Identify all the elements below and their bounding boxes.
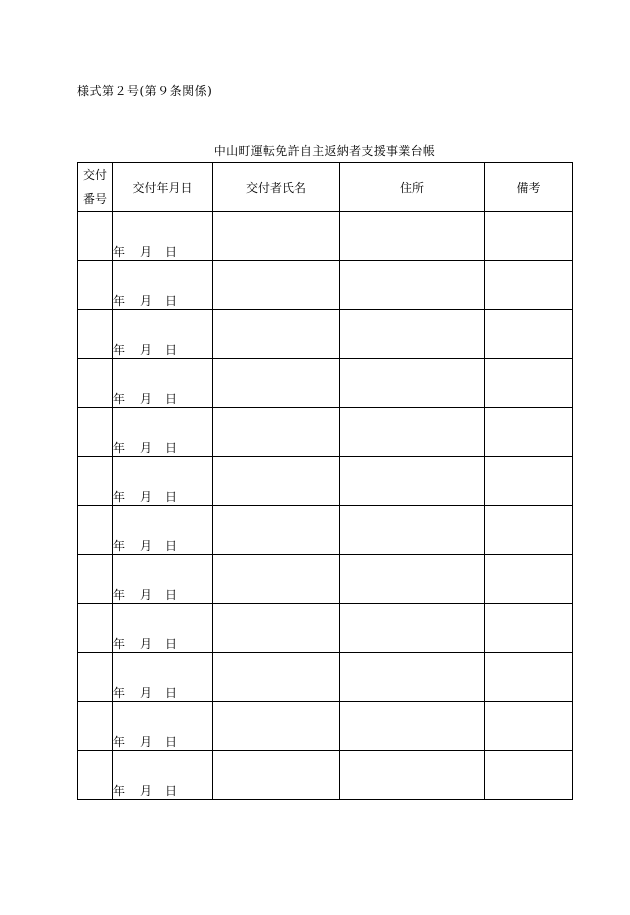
document-title: 中山町運転免許自主返納者支援事業台帳 <box>213 144 436 158</box>
address-cell <box>340 261 485 310</box>
issue-date-cell <box>113 702 213 751</box>
date-year-label: 年 <box>113 490 126 504</box>
issue-number-cell <box>78 261 113 310</box>
date-day-label: 日 <box>165 294 178 308</box>
issue-number-cell <box>78 751 113 800</box>
issue-date-cell <box>113 457 213 506</box>
date-year-label: 年 <box>113 343 126 357</box>
address-cell <box>340 653 485 702</box>
issue-number-cell <box>78 653 113 702</box>
form-reference: 様式第２号(第９条関係) <box>77 84 213 98</box>
issue-date-cell <box>113 604 213 653</box>
table-row <box>78 212 573 261</box>
header-remarks: 備考 <box>485 163 573 212</box>
date-day-label: 日 <box>165 245 178 259</box>
date-day-label: 日 <box>165 392 178 406</box>
issue-number-cell <box>78 408 113 457</box>
remarks-cell <box>485 310 573 359</box>
recipient-name-cell <box>213 310 340 359</box>
recipient-name-cell <box>213 653 340 702</box>
table-row <box>78 604 573 653</box>
issue-date-cell <box>113 506 213 555</box>
date-month-label: 月 <box>140 539 153 553</box>
address-cell <box>340 604 485 653</box>
remarks-cell <box>485 702 573 751</box>
issue-number-cell <box>78 310 113 359</box>
date-day-label: 日 <box>165 784 178 798</box>
remarks-cell <box>485 457 573 506</box>
issue-number-cell <box>78 506 113 555</box>
header-issue-number <box>78 163 113 212</box>
date-day-label: 日 <box>165 588 178 602</box>
recipient-name-cell <box>213 751 340 800</box>
recipient-name-cell <box>213 359 340 408</box>
date-month-label: 月 <box>140 735 153 749</box>
remarks-cell <box>485 506 573 555</box>
date-day-label: 日 <box>165 490 178 504</box>
address-cell <box>340 457 485 506</box>
table-row <box>78 408 573 457</box>
recipient-name-cell <box>213 506 340 555</box>
recipient-name-cell <box>213 702 340 751</box>
remarks-cell <box>485 408 573 457</box>
address-cell <box>340 359 485 408</box>
date-year-label: 年 <box>113 735 126 749</box>
date-month-label: 月 <box>140 784 153 798</box>
remarks-cell <box>485 212 573 261</box>
remarks-cell <box>485 261 573 310</box>
date-month-label: 月 <box>140 637 153 651</box>
issue-number-cell <box>78 604 113 653</box>
address-cell <box>340 506 485 555</box>
issue-number-cell <box>78 457 113 506</box>
date-month-label: 月 <box>140 441 153 455</box>
date-year-label: 年 <box>113 539 126 553</box>
issue-date-cell <box>113 261 213 310</box>
address-cell <box>340 555 485 604</box>
recipient-name-cell <box>213 604 340 653</box>
issue-number-cell <box>78 212 113 261</box>
remarks-cell <box>485 359 573 408</box>
table-row <box>78 359 573 408</box>
table-row <box>78 506 573 555</box>
issue-date-cell <box>113 555 213 604</box>
recipient-name-cell <box>213 555 340 604</box>
address-cell <box>340 408 485 457</box>
address-cell <box>340 212 485 261</box>
recipient-name-cell <box>213 457 340 506</box>
header-issue-date: 交付年月日 <box>113 163 213 212</box>
date-month-label: 月 <box>140 588 153 602</box>
remarks-cell <box>485 751 573 800</box>
table-row <box>78 653 573 702</box>
recipient-name-cell <box>213 408 340 457</box>
issue-date-cell <box>113 212 213 261</box>
issue-number-cell <box>78 555 113 604</box>
table-row <box>78 751 573 800</box>
date-month-label: 月 <box>140 392 153 406</box>
table-row <box>78 555 573 604</box>
remarks-cell <box>485 555 573 604</box>
date-day-label: 日 <box>165 637 178 651</box>
issue-date-cell <box>113 751 213 800</box>
table-row <box>78 310 573 359</box>
date-month-label: 月 <box>140 343 153 357</box>
recipient-name-cell <box>213 212 340 261</box>
date-year-label: 年 <box>113 294 126 308</box>
address-cell <box>340 310 485 359</box>
address-cell <box>340 702 485 751</box>
ledger-body <box>78 212 573 800</box>
date-day-label: 日 <box>165 735 178 749</box>
date-year-label: 年 <box>113 245 126 259</box>
date-month-label: 月 <box>140 245 153 259</box>
date-year-label: 年 <box>113 588 126 602</box>
issue-number-cell <box>78 702 113 751</box>
date-year-label: 年 <box>113 441 126 455</box>
header-issue-number-line1: 交付 <box>82 168 107 182</box>
date-day-label: 日 <box>165 686 178 700</box>
date-day-label: 日 <box>165 441 178 455</box>
date-year-label: 年 <box>113 686 126 700</box>
table-row <box>78 702 573 751</box>
issue-number-cell <box>78 359 113 408</box>
issue-date-cell <box>113 653 213 702</box>
date-year-label: 年 <box>113 637 126 651</box>
recipient-name-cell <box>213 261 340 310</box>
ledger-table <box>77 162 573 800</box>
date-month-label: 月 <box>140 490 153 504</box>
header-recipient-name: 交付者氏名 <box>213 163 340 212</box>
table-row <box>78 457 573 506</box>
date-year-label: 年 <box>113 392 126 406</box>
remarks-cell <box>485 604 573 653</box>
date-day-label: 日 <box>165 539 178 553</box>
table-row <box>78 261 573 310</box>
date-month-label: 月 <box>140 294 153 308</box>
date-month-label: 月 <box>140 686 153 700</box>
header-address: 住所 <box>340 163 485 212</box>
remarks-cell <box>485 653 573 702</box>
date-year-label: 年 <box>113 784 126 798</box>
issue-date-cell <box>113 359 213 408</box>
header-row <box>78 163 573 212</box>
date-day-label: 日 <box>165 343 178 357</box>
address-cell <box>340 751 485 800</box>
issue-date-cell <box>113 310 213 359</box>
issue-date-cell <box>113 408 213 457</box>
header-issue-number-line2: 番号 <box>82 192 107 206</box>
